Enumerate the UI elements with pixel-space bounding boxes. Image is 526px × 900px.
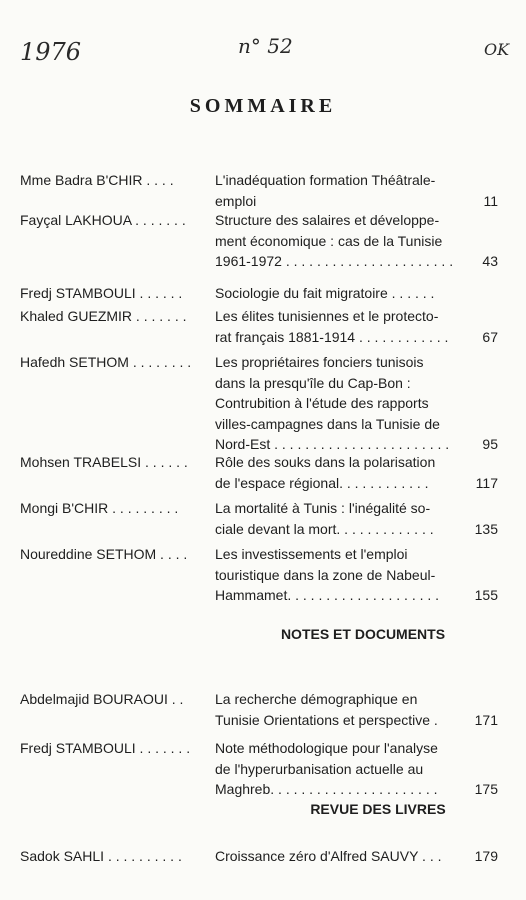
entry-title [215,544,467,606]
entry-author: Fredj STAMBOULI . . . . . . . [20,740,191,756]
entry-page-number: 135 [474,520,498,537]
entry-title-line: villes-campagnes dans la Tunisie de [215,415,440,432]
entry-title [215,283,467,304]
entry-page-number: 175 [474,781,498,797]
entry-title-line: Les propriétaires fonciers tunisois [215,354,424,370]
entry-title [215,306,467,347]
entry-title-line: Contrubition à l'étude des rapports [215,395,429,411]
entry-title-line: Note méthodologique pour l'analyse [215,740,438,756]
entry-title [215,452,467,493]
entry-author: Noureddine SETHOM . . . . [20,546,188,562]
entry-page-number: 95 [482,436,498,452]
entry-title-line: ment économique : cas de la Tunisie [215,232,443,249]
entry-author: Mohsen TRABELSI . . . . . . [20,454,188,470]
entry-page-number: 155 [474,587,498,603]
entry-title-line: de l'espace régional. . . . . . . . . . . . [215,474,429,491]
handwritten-mark: OK [484,40,510,59]
entry-author: Hafedh SETHOM . . . . . . . . [20,354,192,370]
entry-title-line: dans la presqu'île du Cap-Bon : [215,374,411,391]
entry-title-line: de l'hyperurbanisation actuelle au [215,760,424,777]
entry-page-number: 179 [474,848,498,864]
entry-title-line: Tunisie Orientations et perspective . [215,711,438,728]
entry-title-line: rat français 1881-1914 . . . . . . . . . . . . [215,328,449,345]
entry-title [215,738,467,800]
entry-title-line: ciale devant la mort. . . . . . . . . . . . . [215,520,434,537]
entry-author: Sadok SAHLI . . . . . . . . . . [20,848,182,864]
entry-title-line: L'inadéquation formation Théâtrale- [215,172,436,188]
entry-title [215,170,467,211]
entry-title-line: Hammamet. . . . . . . . . . . . . . . . . . . . [215,587,440,603]
revue-heading: REVUE DES LIVRES [310,801,446,817]
entry-title-line: La recherche démographique en [215,691,418,707]
entry-title-line: La mortalité à Tunis : l'inégalité so- [215,500,431,516]
handwritten-number: n° 52 [238,34,293,58]
entry-title-line: Les investissements et l'emploi [215,546,408,562]
entry-title-line: touristique dans la zone de Nabeul- [215,566,436,583]
notes-heading: NOTES ET DOCUMENTS [280,626,446,642]
entry-page-number: 67 [482,328,498,345]
entry-page-number: 11 [483,192,498,209]
entry-title-line: Croissance zéro d'Alfred SAUVY . . . [215,848,442,864]
entry-title-line: Maghreb. . . . . . . . . . . . . . . . . . . . . . [215,781,438,797]
entry-page-number: 117 [475,474,498,491]
entry-title [215,689,467,730]
page-title: SOMMAIRE [189,95,337,117]
entry-title-line: Nord-Est . . . . . . . . . . . . . . . . . . . . . . . [215,436,450,452]
entry-title [215,498,467,539]
entry-title [215,846,467,867]
entry-author: Fayçal LAKHOUA . . . . . . . [20,212,186,228]
entry-author: Mme Badra B'CHIR . . . . [20,172,174,188]
entry-title-line: Les élites tunisiennes et le protecto- [215,308,439,324]
entry-title [215,352,467,455]
handwritten-year: 1976 [20,38,82,66]
entry-title-line: 1961-1972 . . . . . . . . . . . . . . . . . . . . . . [215,253,454,269]
entry-title-line: Sociologie du fait migratoire . . . . . . [215,285,435,301]
entry-author: Fredj STAMBOULI . . . . . . [20,285,183,301]
entry-title-line: Rôle des souks dans la polarisation [215,454,436,470]
entry-page-number: 43 [482,253,498,269]
entry-author: Khaled GUEZMIR . . . . . . . [20,308,187,324]
entry-author: Abdelmajid BOURAOUI . . [20,691,184,707]
entry-title-line: emploi [215,192,257,209]
entry-page-number: 171 [474,711,498,728]
entry-title-line: Structure des salaires et développe- [215,212,440,228]
entry-author: Mongi B'CHIR . . . . . . . . . [20,500,179,516]
entry-title [215,210,467,272]
